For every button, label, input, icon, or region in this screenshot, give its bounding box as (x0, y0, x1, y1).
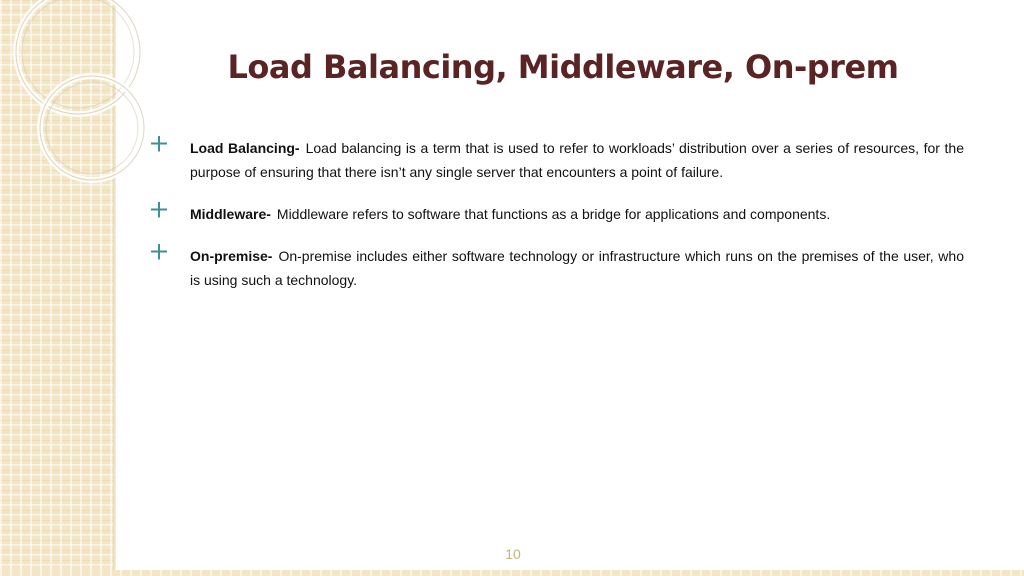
page-number: 10 (505, 546, 521, 562)
plus-icon (150, 202, 170, 226)
bullet-text: Load balancing is a term that is used to refer to workloads’ distribution over a series of resources, for the purpose of ensuring that there isn’t any single server that encounters a point of failure. (190, 140, 964, 180)
bullet-text: On-premise includes either software technology or infrastructure which runs on the premises of the user, who is using such a technology. (190, 248, 964, 288)
bullet-term: On-premise- (190, 248, 273, 264)
bottom-pattern-strip (0, 570, 1024, 576)
bullet-item-load-balancing (148, 136, 964, 184)
bullet-item-middleware (148, 202, 964, 226)
bullet-text: Middleware refers to software that functions as a bridge for applications and components. (276, 206, 831, 222)
plus-icon (150, 244, 170, 268)
bullet-term: Middleware- (190, 206, 271, 222)
bullet-item-on-premise (148, 244, 964, 292)
bullet-list (148, 136, 964, 310)
bullet-term: Load Balancing- (190, 140, 300, 156)
side-panel-pattern (0, 0, 113, 576)
plus-icon (150, 136, 170, 160)
slide-title: Load Balancing, Middleware, On-prem (227, 48, 899, 86)
side-panel-edge (113, 0, 116, 576)
